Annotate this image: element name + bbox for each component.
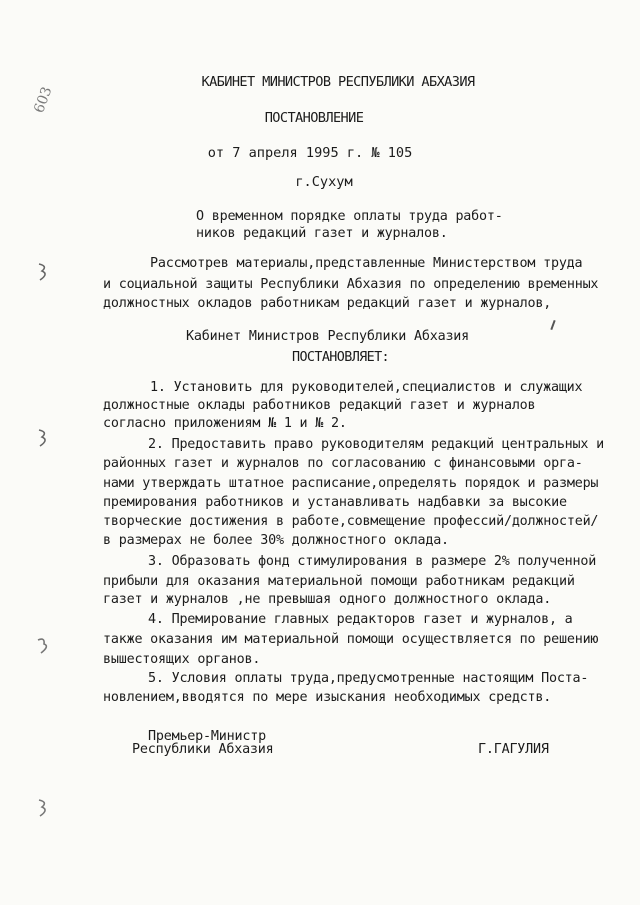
item-1-line-3: согласно приложениям № 1 и № 2. [103,416,347,431]
signatory-title-line-2: Республики Абхазия [132,742,274,757]
preamble-line-2: и социальной защиты Республики Абхазия по определению временных [103,277,599,292]
decree-verb: ПОСТАНОВЛЯЕТ: [292,350,390,365]
item-3-line-1: 3. Образовать фонд стимулирования в размере 2% полученной [148,554,597,569]
preamble-line-1: Рассмотрев материалы,представленные Министерством труда [150,256,583,271]
item-3-line-2: прибыли для оказания материальной помощи работникам редакций [103,574,575,589]
item-2-line-3: нами утверждать штатное расписание,определять порядок и размеры [103,476,599,491]
date-line: от 7 апреля 1995 г. № 105 [207,145,413,161]
item-2-line-6: в размерах не более 30% должностного оклада. [103,533,449,548]
item-4-line-2: также оказания им материальной помощи осуществляется по решению [103,632,599,647]
item-4-line-1: 4. Премирование главных редакторов газет и журналов, а [148,612,573,627]
item-3-line-3: газет и журналов ,не превышая одного должностного оклада. [103,592,552,607]
item-2-line-1: 2. Предоставить право руководителям редакций центральных и [148,437,604,452]
item-1-line-1: 1. Установить для руководителей,специалистов и служащих [150,380,583,395]
signatory-name: Г.ГАГУЛИЯ [478,742,549,757]
item-2-line-4: премирования работников и устанавливать надбавки за высокие [103,495,567,510]
item-2-line-2: районных газет и журналов по согласованию с финансовыми орга- [103,456,583,471]
subject-line-2: ников редакций газет и журналов. [196,226,448,241]
item-2-line-5: творческие достижения в работе,совмещение профессий/должностей/ [103,514,599,529]
item-5-line-1: 5. Условия оплаты труда,предусмотренные настоящим Поста- [148,671,589,686]
item-4-line-3: вышестоящих органов. [103,652,261,667]
item-5-line-2: новлением,вводятся по мере изыскания необходимых средств. [103,690,552,705]
place-line: г.Сухум [295,174,353,190]
binding-mark-icon [36,428,52,448]
stray-mark [550,320,555,330]
preamble-line-3: должностных окладов работникам редакций газет и журналов, [103,296,552,311]
subject-line-1: О временном порядке оплаты труда работ- [196,209,503,224]
doc-type-heading: ПОСТАНОВЛЕНИЕ [264,110,364,126]
signatory-title-line-1: Премьер-Министр [148,729,266,744]
margin-page-number: 603 [31,84,56,116]
org-heading: КАБИНЕТ МИНИСТРОВ РЕСПУБЛИКИ АБХАЗИЯ [201,74,475,90]
binding-mark-icon [36,262,52,282]
decree-issuer: Кабинет Министров Республики Абхазия [186,329,470,344]
binding-mark-icon [36,798,52,818]
binding-mark-icon [36,636,52,656]
item-1-line-2: должностные оклады работников редакций газет и журналов [103,398,536,413]
